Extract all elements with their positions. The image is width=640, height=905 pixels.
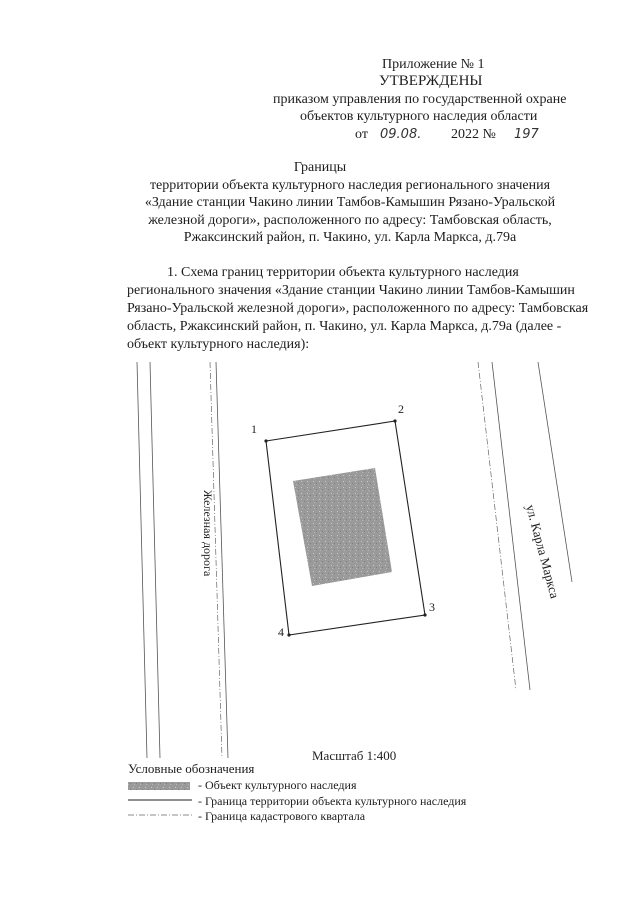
order-year-number-label: 2022 № [451,127,496,142]
title-line-2: территории объекта культурного наследия регионального значения [149,178,551,193]
boundary-point-1-marker [264,439,267,442]
legend-item-cadastral-boundary: - Граница кадастрового квартала [198,809,366,823]
legend-item-building: - Объект культурного наследия [198,778,357,792]
boundary-point-4-marker [287,633,290,636]
street-label: ул. Карла Маркса [523,502,563,601]
title-line-3: «Здание станции Чакино линии Тамбов-Камышин Рязано-Уральской [144,195,556,210]
approved-heading: УТВЕРЖДЕНЫ [379,73,483,89]
order-number-handwritten: 197 [514,127,539,142]
title-borders: Границы [293,160,347,175]
railway-line-2 [150,362,160,758]
boundary-point-3-marker [423,613,426,616]
cadastral-line-right-1 [478,362,516,690]
railway-line-1 [137,362,147,758]
order-date-handwritten: 09.08. [380,127,422,142]
street-line-1 [492,362,530,690]
paragraph-line-4: область, Ржаксинский район, п. Чакино, ул. Карла Маркса, д.79а (далее - [127,319,562,334]
boundary-point-3-label: 3 [429,600,435,614]
order-line-1: приказом управления по государственной охране [273,92,567,107]
appendix-number: Приложение № 1 [382,57,485,72]
railway-label: Железная дорога [201,490,215,577]
title-line-5: Ржаксинский район, п. Чакино, ул. Карла Маркса, д.79а [183,230,517,245]
map-scale: Масштаб 1:400 [312,748,397,763]
boundary-point-1-label: 1 [251,422,257,436]
boundary-point-2-marker [393,419,396,422]
title-line-4: железной дороги», расположенного по адресу: Тамбовская область, [148,213,552,228]
legend-title: Условные обозначения [128,761,255,776]
boundary-point-2-label: 2 [398,402,404,416]
legend-building-swatch [128,782,190,790]
order-line-2: объектов культурного наследия области [300,109,538,124]
paragraph-line-1: 1. Схема границ территории объекта культурного наследия [167,265,519,280]
cultural-heritage-building [293,468,392,586]
order-date-prefix: от [355,127,368,142]
boundary-point-4-label: 4 [278,625,284,639]
paragraph-line-3: Рязано-Уральской железной дороги», расположенного по адресу: Тамбовская [127,301,589,316]
paragraph-line-2: регионального значения «Здание станции Чакино линии Тамбов-Камышин [127,283,575,298]
railway-line-3 [216,362,228,758]
paragraph-line-5: объект культурного наследия): [127,337,310,352]
legend-item-territory-boundary: - Граница территории объекта культурного наследия [198,794,467,808]
